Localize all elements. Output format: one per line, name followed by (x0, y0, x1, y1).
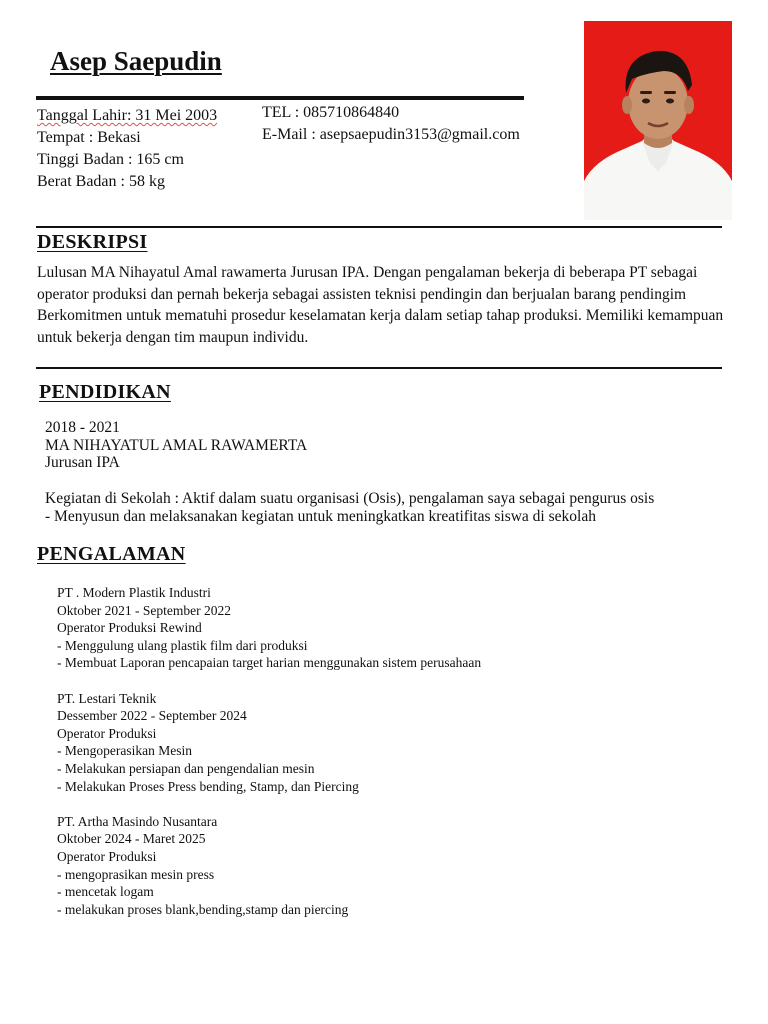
section-title-pendidikan: PENDIDIKAN (39, 381, 171, 403)
education-years: 2018 - 2021 (45, 419, 120, 436)
header-rule (36, 96, 524, 100)
job-period: Oktober 2024 - Maret 2025 (57, 831, 206, 847)
education-entry (45, 419, 307, 472)
school-activity (45, 490, 654, 525)
job-period: Dessember 2022 - September 2024 (57, 708, 247, 724)
activity-detail: - Menyusun dan melaksanakan kegiatan untuk meningkatkan kreatifitas siswa di sekolah (45, 507, 596, 525)
profile-photo (584, 21, 732, 220)
activity-summary: Kegiatan di Sekolah : Aktif dalam suatu organisasi (Osis), pengalaman saya sebagai pengurus osis (45, 490, 655, 507)
job-period: Oktober 2021 - September 2022 (57, 602, 231, 618)
job-task: - Mengoperasikan Mesin (57, 743, 192, 759)
job-task: - Melakukan Proses Press bending, Stamp, dan Piercing (57, 778, 359, 794)
person-portrait-icon (584, 21, 732, 220)
job-company: PT. Artha Masindo Nusantara (57, 813, 218, 829)
job-task: - Membuat Laporan pencapaian target harian menggunakan sistem perusahaan (57, 655, 482, 671)
section-title-deskripsi: DESKRIPSI (37, 231, 148, 253)
school-major: Jurusan IPA (45, 454, 120, 471)
body-height: Tinggi Badan : 165 cm (37, 151, 184, 168)
job-role: Operator Produksi (57, 725, 157, 741)
job-task: - Menggulung ulang plastik film dari produksi (57, 637, 308, 653)
job-task: - Melakukan persiapan dan pengendalian mesin (57, 760, 315, 776)
body-weight: Berat Badan : 58 kg (37, 173, 165, 190)
job-company: PT . Modern Plastik Industri (57, 585, 211, 600)
job-entry (57, 813, 481, 919)
job-role: Operator Produksi Rewind (57, 620, 202, 636)
birth-place: Tempat : Bekasi (37, 129, 141, 146)
job-task: - mencetak logam (57, 884, 154, 900)
section-rule (36, 367, 722, 369)
job-role: Operator Produksi (57, 848, 157, 864)
contact-info (262, 102, 520, 146)
phone-number: TEL : 085710864840 (262, 104, 400, 121)
section-rule (36, 226, 722, 228)
job-task: - mengoprasikan mesin press (57, 866, 215, 882)
cv-name: Asep Saepudin (50, 46, 222, 76)
section-title-pengalaman: PENGALAMAN (37, 543, 186, 565)
job-company: PT. Lestari Teknik (57, 690, 157, 706)
job-entry (57, 690, 481, 796)
birth-date: Tanggal Lahir: 31 Mei 2003 (37, 107, 218, 124)
description-text: Lulusan MA Nihayatul Amal rawamerta Jurusan IPA. Dengan pengalaman bekerja di beberapa PT sebagai operator produksi dan pernah bekerja sebagai assisten teknisi pendingin dan berjualan barang pendingim Berkomitmen untuk mematuhi prosedur keselamatan kerja dalam setiap tahap produksi. Memiliki kemampuan untuk bekerja dengan tim maupun individu. (37, 264, 724, 346)
job-task: - melakukan proses blank,bending,stamp dan piercing (57, 901, 349, 917)
school-name: MA NIHAYATUL AMAL RAWAMERTA (45, 436, 308, 454)
personal-info (37, 105, 217, 193)
email-address: E-Mail : asepsaepudin3153@gmail.com (262, 126, 520, 143)
experience-list (57, 584, 481, 918)
job-entry (57, 584, 481, 672)
